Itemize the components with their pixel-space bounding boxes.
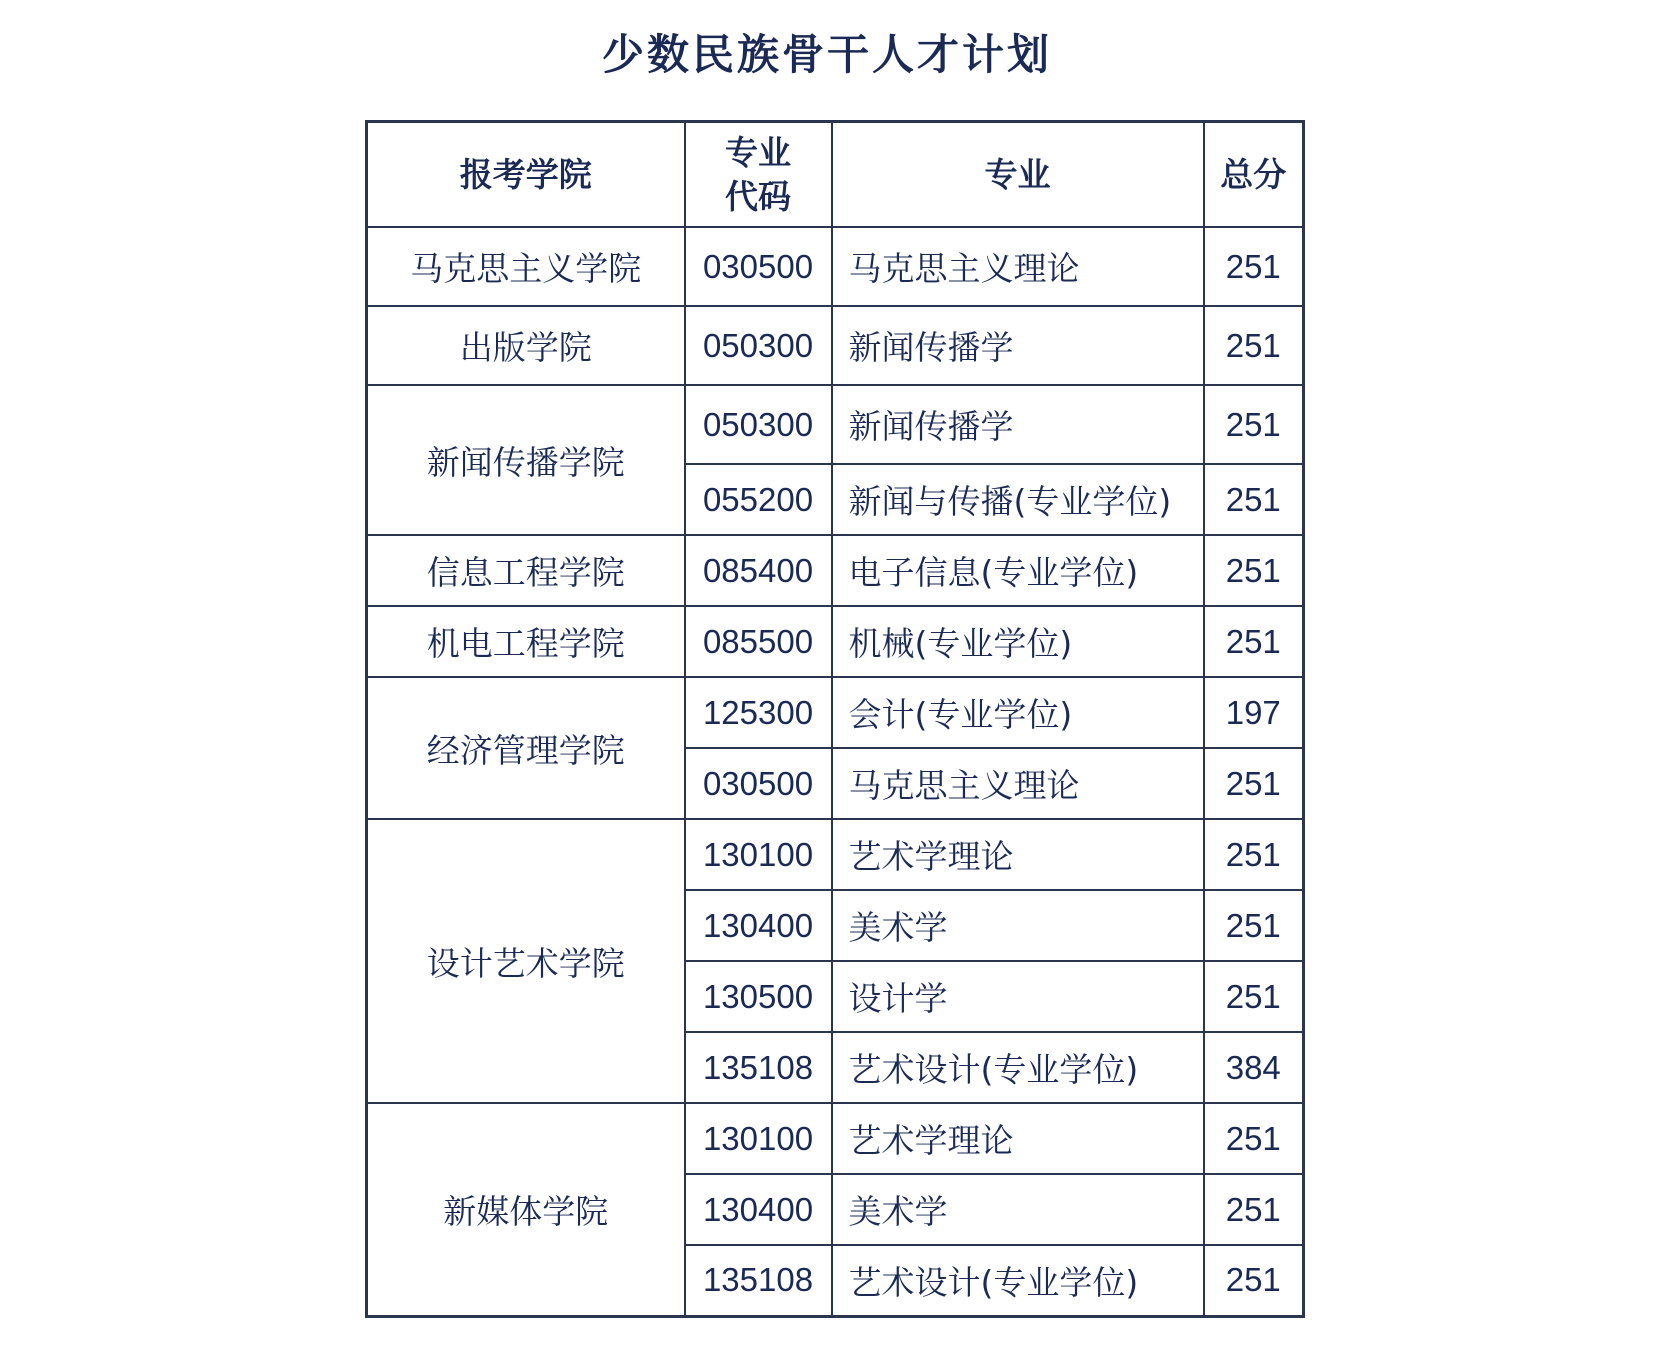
header-score: 总分: [1204, 122, 1304, 228]
score-cell: 251: [1204, 748, 1304, 819]
major-cell: 艺术设计(专业学位): [832, 1032, 1204, 1103]
major-cell: 会计(专业学位): [832, 677, 1204, 748]
major-cell: 艺术学理论: [832, 1103, 1204, 1174]
table-row: [367, 535, 1304, 606]
code-cell: 050300: [685, 306, 832, 385]
code-cell: 130400: [685, 890, 832, 961]
table-row: [367, 385, 1304, 464]
plan-table: [365, 120, 1305, 1318]
major-cell: 马克思主义理论: [832, 748, 1204, 819]
score-cell: 251: [1204, 606, 1304, 677]
major-cell: 设计学: [832, 961, 1204, 1032]
score-cell: 251: [1204, 1103, 1304, 1174]
header-code: [685, 122, 832, 228]
major-cell: 新闻传播学: [832, 385, 1204, 464]
code-cell: 125300: [685, 677, 832, 748]
header-college: 报考学院: [367, 122, 685, 228]
college-cell: 机电工程学院: [367, 606, 685, 677]
major-cell: 马克思主义理论: [832, 227, 1204, 306]
college-cell: 经济管理学院: [367, 677, 685, 819]
code-cell: 130100: [685, 819, 832, 890]
score-cell: 251: [1204, 464, 1304, 535]
table-row: [367, 677, 1304, 748]
code-cell: 130500: [685, 961, 832, 1032]
code-cell: 085500: [685, 606, 832, 677]
score-cell: 251: [1204, 385, 1304, 464]
major-cell: 艺术设计(专业学位): [832, 1245, 1204, 1316]
score-cell: 251: [1204, 819, 1304, 890]
table-header-row: [367, 122, 1304, 228]
score-cell: 251: [1204, 961, 1304, 1032]
major-cell: 新闻与传播(专业学位): [832, 464, 1204, 535]
table-row: [367, 1103, 1304, 1174]
code-cell: 055200: [685, 464, 832, 535]
score-cell: 251: [1204, 227, 1304, 306]
code-cell: 135108: [685, 1245, 832, 1316]
score-cell: 197: [1204, 677, 1304, 748]
score-cell: 251: [1204, 1245, 1304, 1316]
code-cell: 030500: [685, 748, 832, 819]
college-cell: 信息工程学院: [367, 535, 685, 606]
page-title: 少数民族骨干人才计划: [601, 30, 1052, 79]
college-cell: 设计艺术学院: [367, 819, 685, 1103]
major-cell: 电子信息(专业学位): [832, 535, 1204, 606]
table-row: [367, 227, 1304, 306]
score-cell: 251: [1204, 890, 1304, 961]
score-cell: 384: [1204, 1032, 1304, 1103]
college-cell: 马克思主义学院: [367, 227, 685, 306]
college-cell: 新闻传播学院: [367, 385, 685, 535]
score-cell: 251: [1204, 1174, 1304, 1245]
header-code-line1: 专业: [725, 132, 791, 172]
code-cell: 135108: [685, 1032, 832, 1103]
code-cell: 050300: [685, 385, 832, 464]
code-cell: 130400: [685, 1174, 832, 1245]
code-cell: 130100: [685, 1103, 832, 1174]
major-cell: 机械(专业学位): [832, 606, 1204, 677]
table-row: [367, 819, 1304, 890]
header-major: 专业: [832, 122, 1204, 228]
major-cell: 新闻传播学: [832, 306, 1204, 385]
code-cell: 030500: [685, 227, 832, 306]
code-cell: 085400: [685, 535, 832, 606]
college-cell: 出版学院: [367, 306, 685, 385]
college-cell: 新媒体学院: [367, 1103, 685, 1316]
table-row: [367, 606, 1304, 677]
major-cell: 美术学: [832, 1174, 1204, 1245]
major-cell: 美术学: [832, 890, 1204, 961]
major-cell: 艺术学理论: [832, 819, 1204, 890]
header-code-line2: 代码: [725, 176, 791, 216]
score-cell: 251: [1204, 535, 1304, 606]
score-cell: 251: [1204, 306, 1304, 385]
table-row: [367, 306, 1304, 385]
